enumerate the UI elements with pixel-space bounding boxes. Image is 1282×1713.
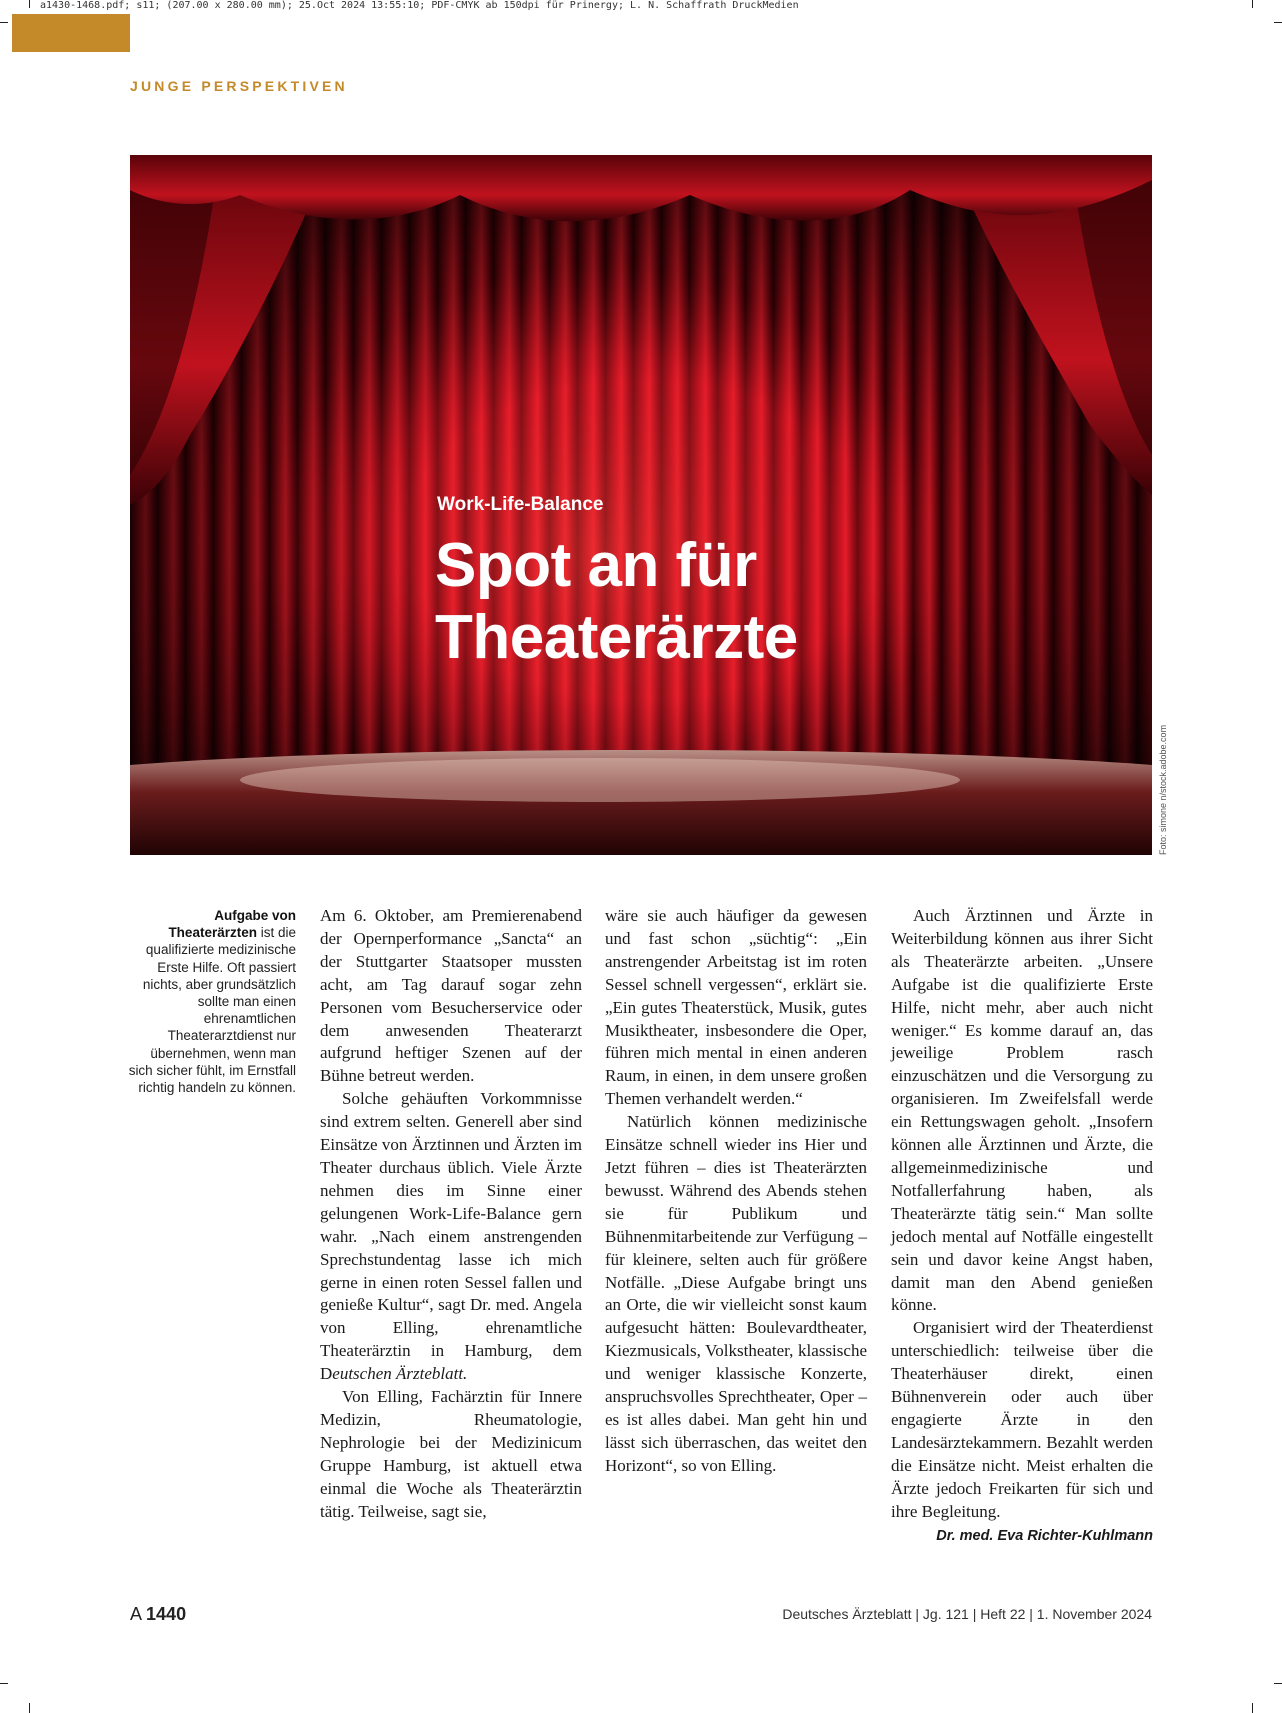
paragraph: Organisiert wird der Theaterdienst unterschiedlich: teilweise über die Theaterhäuser direkt, einen Bühnenverein oder auch über engagierte Ärzte in den Landesärztekammern. Bezahlt werden die Einsätze nicht. Meist erhalten die Ärzte jedoch Freikarten für sich und ihre Begleitung. — [891, 1318, 1153, 1521]
section-color-tab — [12, 14, 130, 52]
paragraph: Am 6. Oktober, am Premierenabend der Opernperformance „Sancta“ an der Stuttgarter Staatsoper mussten acht, am Tag darauf sogar zehn Personen vom Besucherservice oder dem anwesenden Theaterarzt aufgrund heftiger Szenen auf der Bühne betreut werden. — [320, 906, 582, 1086]
sidebar-text: ist die qualifizierte medizinische Erste Hilfe. Oft passiert nichts, aber grundsätzlich sollte man einen ehrenamtlichen Theaterarztdienst nur übernehmen, wenn man sich sicher fühlt, im Ernstfall richtig handeln zu können. — [128, 925, 296, 1096]
headline-line-2: Theaterärzte — [435, 603, 798, 672]
crop-mark-top-left-h — [0, 22, 8, 23]
paragraph: Von Elling, Fachärztin für Innere Medizin, Rheumatologie, Nephrologie bei der Medizinicum Gruppe Hamburg, ist aktuell etwa einmal die Woche als Theaterärztin tätig. Teilweise, sagt sie, — [320, 1387, 582, 1521]
page-prefix: A — [130, 1604, 142, 1624]
sidebar-lead: Aufgabe von Theaterärzten — [168, 908, 296, 941]
theater-curtain-illustration — [130, 155, 1152, 855]
article-headline — [435, 530, 798, 674]
crop-mark-bottom-left-h — [0, 1683, 8, 1684]
headline-line-1: Spot an für — [435, 531, 757, 600]
journal-info: Deutsches Ärzteblatt | Jg. 121 | Heft 22 | 1. November 2024 — [782, 1606, 1152, 1622]
paragraph: Natürlich können medizinische Einsätze schnell wieder ins Hier und Jetzt führen – dies ist Theaterärzten bewusst. Während des Abends stehen sie für Publikum und Bühnenmitarbeitende zur Verfügung – für kleinere, selten auch für größere Notfälle. „Diese Aufgabe bringt uns an Orte, die wir vielleicht sonst kaum aufgesucht hätten: Boulevardtheater, Kiezmusicals, Volkstheater, klassische und weniger klassische Konzerte, anspruchsvolles Sprechtheater, Oper – es ist alles dabei. Man geht hin und lässt sich überraschen, das weitet den Horizont“, so von Elling. — [605, 1112, 867, 1475]
publication-name: eutschen Ärzteblatt. — [332, 1364, 468, 1384]
page-number — [130, 1604, 186, 1625]
crop-mark-top-right-h — [1274, 22, 1282, 23]
crop-mark-bottom-left — [29, 1703, 30, 1713]
article-column-3 — [891, 905, 1153, 1548]
article-author: Dr. med. Eva Richter-Kuhlmann — [936, 1528, 1153, 1545]
paragraph-text: Solche gehäuften Vorkommnisse sind extrem selten. Generell aber sind Einsätze von Ärztinnen und Ärzten im Theater durchaus üblich. Viele Ärzte nehmen dies im Sinne einer gelungenen Work-Life-Balance gern wahr. „Nach einem anstrengenden Sprechstundentag lasse ich mich gerne in einen roten Sessel fallen und genieße Kultur“, sagt Dr. med. Angela von Elling, ehrenamtliche Theaterärztin in Hamburg, dem D — [320, 1089, 583, 1384]
section-label: JUNGE PERSPEKTIVEN — [130, 78, 348, 94]
paragraph — [320, 1088, 582, 1386]
article-column-2 — [605, 905, 867, 1478]
page-number-value: 1440 — [146, 1604, 187, 1624]
paragraph: wäre sie auch häufiger da gewesen und fast schon „süchtig“: „Ein anstrengender Arbeitstag ist im roten Sessel schnell vergessen“, erklärt sie. „Ein gutes Theaterstück, Musik, gutes Musiktheater, insbesondere die Oper, führen mich mental in einen anderen Raum, in einen, in dem unsere großen Themen verhandelt werden.“ — [605, 906, 867, 1109]
article-column-1 — [320, 905, 582, 1523]
crop-mark-bottom-right — [1252, 1703, 1253, 1713]
hero-image — [130, 155, 1152, 855]
crop-mark-bottom-right-h — [1274, 1683, 1282, 1684]
sidebar-caption — [126, 907, 296, 1096]
crop-mark-top-left — [29, 0, 30, 8]
crop-mark-top-right — [1252, 0, 1253, 8]
paragraph: Auch Ärztinnen und Ärzte in Weiterbildung können aus ihrer Sicht als Theaterärzte arbeiten. „Unsere Aufgabe ist die qualifizierte Erste Hilfe, nicht mehr, aber auch nicht weniger.“ Es komme darauf an, das jeweilige Problem rasch einzuschätzen und die Versorgung zu organisieren. Im Zweifelsfall werde ein Rettungswagen geholt. „Insofern können alle Ärztinnen und Ärzte, die allgemeinmedizinische und Notfallerfahrung haben, als Theaterärzte tätig sein.“ Man sollte jedoch mental auf Notfälle eingestellt sein und davor keine Angst haben, damit man den Abend genießen könne. — [891, 906, 1153, 1315]
print-metadata: a1430-1468.pdf; s11; (207.00 x 280.00 mm); 25.Oct 2024 13:55:10; PDF-CMYK ab 150dpi für Prinergy; L. N. Schaffrath DruckMedien — [40, 0, 799, 11]
article-kicker: Work-Life-Balance — [437, 494, 604, 515]
photo-credit: Foto: simone n/stock.adobe.com — [1158, 724, 1168, 855]
